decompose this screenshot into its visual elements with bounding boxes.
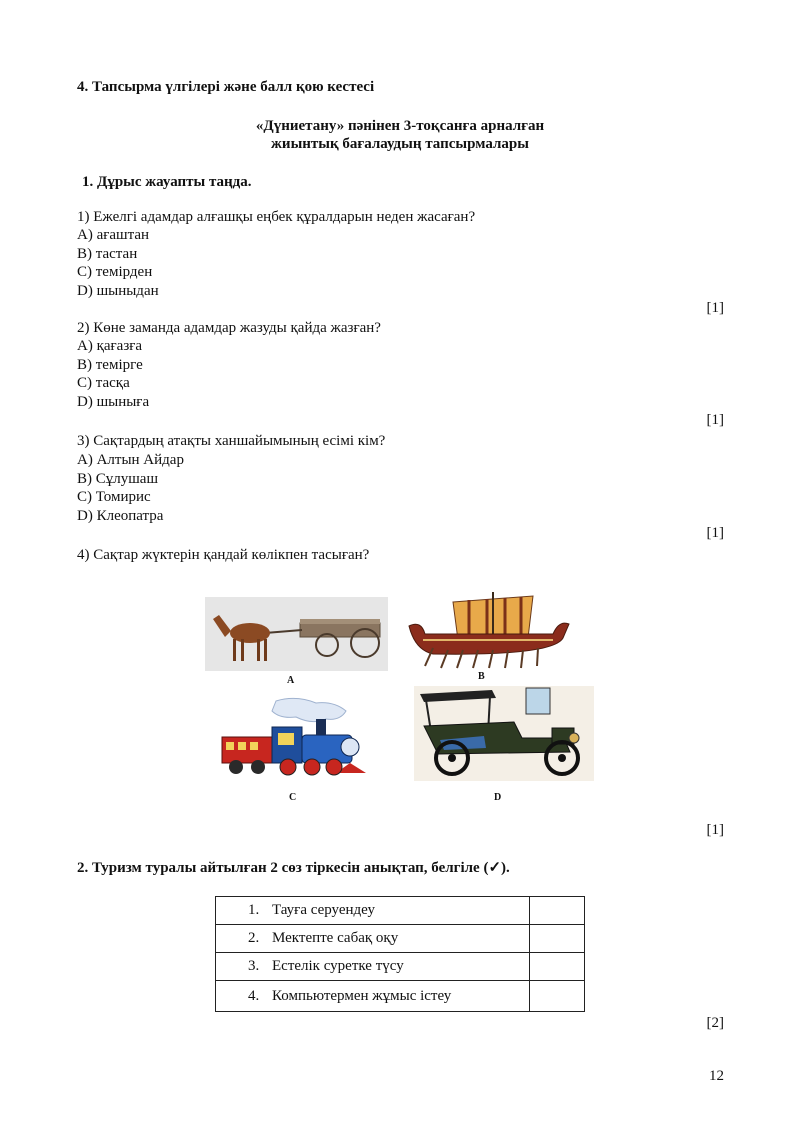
q1-option-c: C) темірден xyxy=(77,264,153,280)
q3-option-c: C) Томирис xyxy=(77,489,151,505)
row-number: 4. xyxy=(248,987,260,1004)
checkmark-cell[interactable] xyxy=(530,953,585,981)
q2-option-a: A) қағазға xyxy=(77,338,143,354)
q2-option-c: C) тасқа xyxy=(77,375,130,391)
checkmark-cell[interactable] xyxy=(530,925,585,953)
table-row xyxy=(216,981,585,1012)
checkmark-cell[interactable] xyxy=(530,897,585,925)
row-number: 3. xyxy=(248,958,260,974)
table-row xyxy=(216,925,585,953)
checkmark-cell[interactable] xyxy=(530,981,585,1012)
table-row xyxy=(216,897,585,925)
vintage-car-image xyxy=(414,686,594,781)
q3-option-d: D) Клеопатра xyxy=(77,508,164,524)
image-label-c: C xyxy=(289,792,297,803)
train-image xyxy=(216,697,371,779)
row-text: Компьютермен жұмыс істеу xyxy=(272,987,452,1004)
boat-image xyxy=(403,590,573,672)
row-text: Тауға серуендеу xyxy=(272,902,375,918)
row-text: Мектепте сабақ оқу xyxy=(272,930,399,946)
question-2-text: 2) Көне заманда адамдар жазуды қайда жазған? xyxy=(77,320,381,336)
task1-title: 1. Дұрыс жауапты таңда. xyxy=(82,174,252,190)
question-4-text: 4) Сақтар жүктерін қандай көлікпен тасыған? xyxy=(77,547,370,563)
task2-title: 2. Туризм туралы айтылған 2 сөз тіркесін анықтап, белгіле (✓). xyxy=(77,860,510,876)
horse-cart-image xyxy=(205,597,388,671)
image-label-b: B xyxy=(478,671,485,682)
image-label-a: A xyxy=(287,675,295,686)
q1-score: [1] xyxy=(706,300,724,316)
q2-score: [1] xyxy=(706,412,724,428)
heading-line-1: «Дүниетану» пәнінен 3-тоқсанға арналған xyxy=(255,118,545,134)
question-3-text: 3) Сақтардың атақты ханшайымының есімі кім? xyxy=(77,433,386,449)
q2-option-b: B) темірге xyxy=(77,357,143,373)
q3-option-a: A) Алтын Айдар xyxy=(77,452,184,468)
q1-option-b: B) тастан xyxy=(77,246,138,262)
q2-option-d: D) шыныға xyxy=(77,394,150,410)
image-label-d: D xyxy=(494,792,502,803)
heading-line-2: жиынтық бағалаудың тапсырмалары xyxy=(271,136,529,152)
tourism-table xyxy=(215,896,585,1012)
task2-score: [2] xyxy=(706,1015,724,1031)
q3-option-b: B) Сұлушаш xyxy=(77,471,158,487)
q1-option-a: A) ағаштан xyxy=(77,227,150,243)
row-text: Естелік суретке түсу xyxy=(272,958,404,974)
page-number: 12 xyxy=(709,1068,724,1084)
row-number: 2. xyxy=(248,930,260,946)
question-1-text: 1) Ежелгі адамдар алғашқы еңбек құралдарын неден жасаған? xyxy=(77,209,476,225)
q1-option-d: D) шыныдан xyxy=(77,283,159,299)
q3-score: [1] xyxy=(706,525,724,541)
table-row xyxy=(216,953,585,981)
section-title: 4. Тапсырма үлгілері және балл қою кестесі xyxy=(77,79,375,95)
row-number: 1. xyxy=(248,902,260,918)
q4-score: [1] xyxy=(706,822,724,838)
